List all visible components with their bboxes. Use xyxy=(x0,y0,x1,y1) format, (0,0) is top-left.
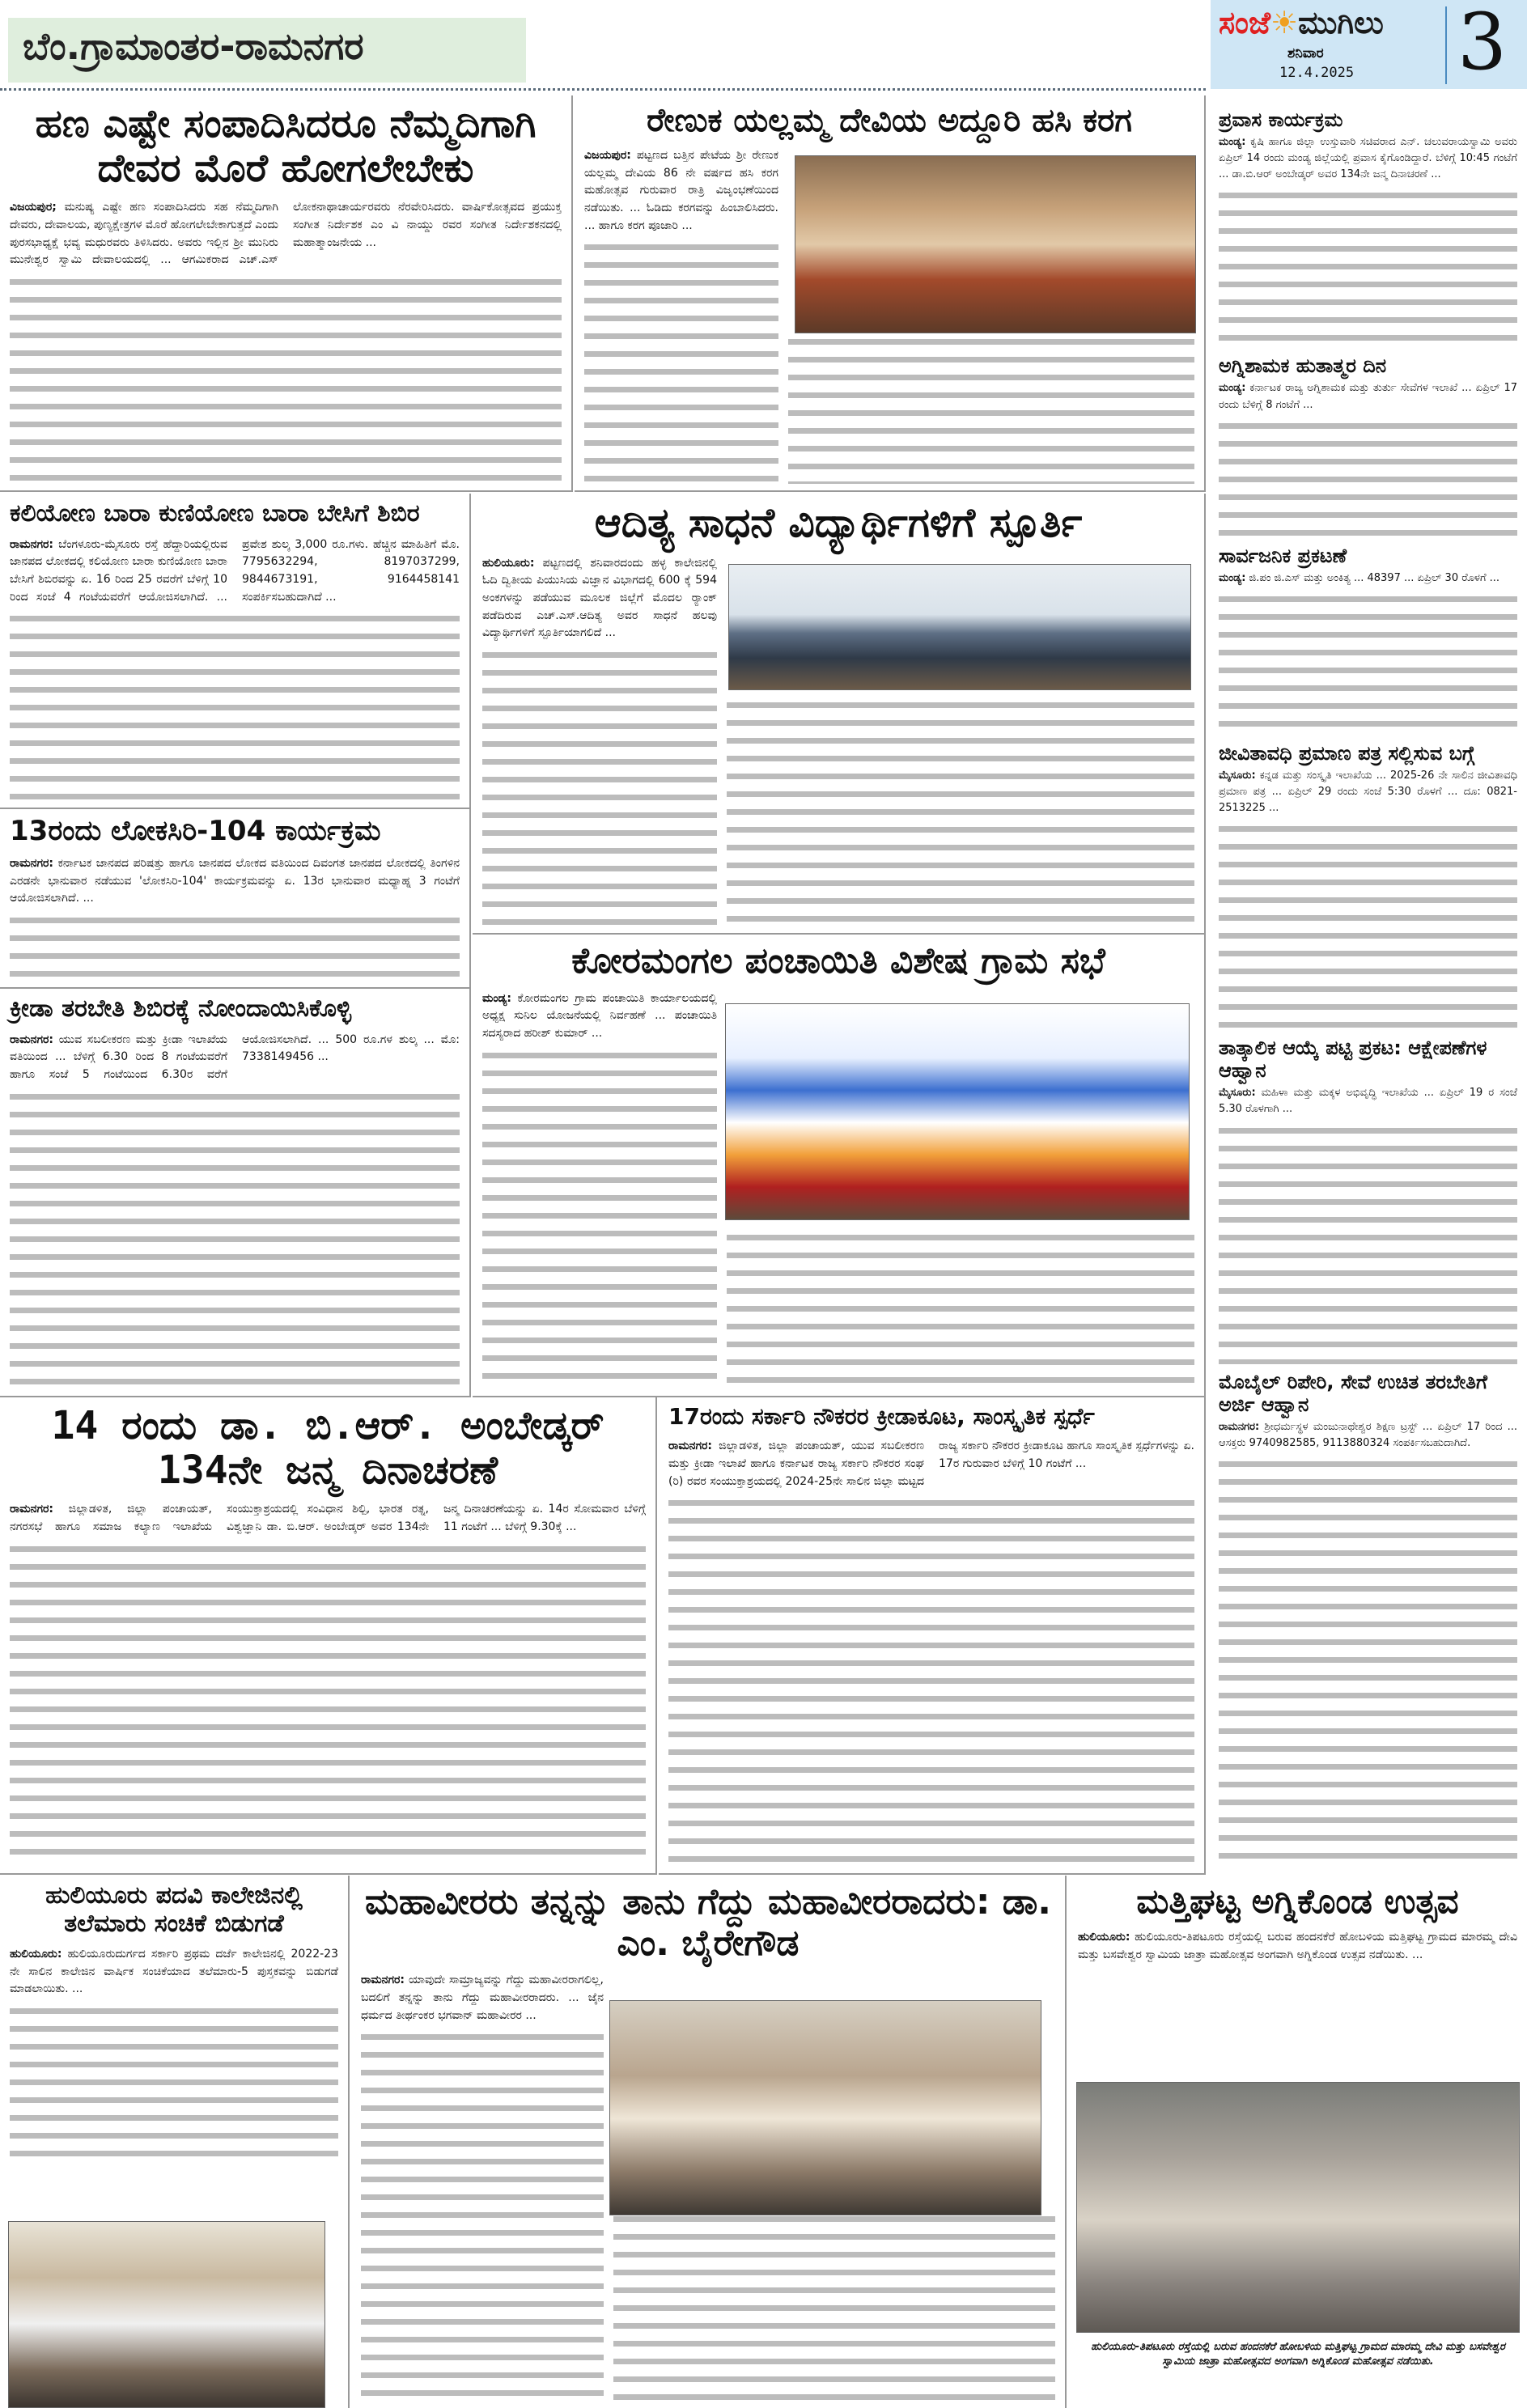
headline: ಕಲಿಯೋಣ ಬಾರಾ ಕುಣಿಯೋಣ ಬಾರಾ ಬೇಸಿಗೆ ಶಿಬಿರ xyxy=(10,499,420,528)
text-filler xyxy=(10,911,460,981)
newspaper-logo: ಸಂಜೆ☀ಮುಗಿಲು xyxy=(1219,5,1384,40)
photo-mahaveer-event xyxy=(609,2000,1041,2215)
photo-aditya-felicitation xyxy=(728,564,1191,690)
brief-body: ಕನ್ನಡ ಮತ್ತು ಸಂಸ್ಕೃತಿ ಇಲಾಖೆಯ ... 2025-26 ನೇ ಸಾಲಿನ ಜೀವಿತಾವಧಿ ಪ್ರಮಾಣ ಪತ್ರ ... ಏಪ್ರಿಲ್ 29 ರಂದು ಸಂಜೆ 5:30 ರೊಳಗೆ ... ದೂ: 0821-2513225 ... xyxy=(1219,769,1517,815)
dateline: ಮೈಸೂರು: xyxy=(1219,769,1256,782)
headline: 14 ರಂದು ಡಾ. ಬಿ.ಆರ್. ಅಂಬೇಡ್ಕರ್ 134ನೇ ಜನ್ಮ ದಿನಾಚರಣೆ xyxy=(51,1403,604,1494)
text-filler xyxy=(10,609,460,801)
headline: ಕೋರಮಂಗಲ ಪಂಚಾಯಿತಿ ವಿಶೇಷ ಗ್ರಾಮ ಸಭೆ xyxy=(571,940,1105,981)
article-body: ಹುಲಿಯೂರು-ತಿಪಟೂರು ರಸ್ತೆಯಲ್ಲಿ ಬರುವ ಹಂದನಕೆರೆ ಹೋಬಳಿಯ ಮತ್ತಿಘಟ್ಟ ಗ್ರಾಮದ ಮಾರಮ್ಮ ದೇವಿ ಮತ್ತು ಬಸವೇಶ್ವರ ಸ್ವಾಮಿಯ ಜಾತ್ರಾ ಮಹೋತ್ಸವ ಅಂಗವಾಗಿ ಅಗ್ನಿಕೊಂಡ ಉತ್ಸವ ನಡೆಯಿತು. ... xyxy=(1078,1931,1517,1961)
text-filler xyxy=(10,273,562,484)
sidebar-briefs xyxy=(1209,95,1527,1874)
dateline: ರಾಮನಗರ: xyxy=(10,537,54,551)
brief-body: ಕೃಷಿ ಹಾಗೂ ಜಿಲ್ಲಾ ಉಸ್ತುವಾರಿ ಸಚಿವರಾದ ಎನ್. ಚಲುವರಾಯಸ್ವಾಮಿ ಅವರು ಏಪ್ರಿಲ್ 14 ರಂದು ಮಂಡ್ಯ ಜಿಲ್ಲೆಯಲ್ಲಿ ಪ್ರವಾಸ ಕೈಗೊಂಡಿದ್ದಾರೆ. ಬೆಳಿಗ್ಗೆ 10:45 ಗಂಟೆಗೆ ... ಡಾ.ಬಿ.ಆರ್ ಅಂಬೇಡ್ಕರ್ ಅವರ 134ನೇ ಜನ್ಮ ದಿನಾಚರಣೆ ... xyxy=(1219,136,1517,181)
headline: 13ರಂದು ಲೋಕಸಿರಿ-104 ಕಾರ್ಯಕ್ರಮ xyxy=(10,815,381,847)
article-summer-camp xyxy=(0,494,471,809)
text-filler xyxy=(482,646,717,926)
issue-date: 12.4.2025 xyxy=(1279,65,1355,81)
brief-title: ಸಾರ್ವಜನಿಕ ಪ್ರಕಟಣೆ xyxy=(1219,544,1347,567)
text-filler xyxy=(613,2210,1055,2402)
article-lokasiri xyxy=(0,809,471,989)
text-filler xyxy=(10,1540,646,1867)
headline: ಆದಿತ್ಯ ಸಾಧನೆ ವಿದ್ಯಾರ್ಥಿಗಳಿಗೆ ಸ್ಪೂರ್ತಿ xyxy=(594,499,1083,546)
text-filler xyxy=(668,1494,1194,1867)
headline: ಮತ್ತಿಘಟ್ಟ ಅಗ್ನಿಕೊಂಡ ಉತ್ಸವ xyxy=(1136,1881,1459,1921)
text-filler xyxy=(1219,417,1517,538)
article-body: ಜಿಲ್ಲಾಡಳಿತ, ಜಿಲ್ಲಾ ಪಂಚಾಯತ್, ಯುವ ಸಬಲೀಕರಣ ಮತ್ತು ಕ್ರೀಡಾ ಇಲಾಖೆ ಹಾಗೂ ಕರ್ನಾಟಕ ರಾಜ್ಯ ಸರ್ಕಾರಿ ನೌಕರರ ಸಂಘ (ರಿ) ರವರ ಸಂಯುಕ್ತಾಶ್ರಯದಲ್ಲಿ 2024-25ನೇ ಸಾಲಿನ ಜಿಲ್ಲಾ ಮಟ್ಟದ ರಾಜ್ಯ ಸರ್ಕಾರಿ ನೌಕರರ ಕ್ರೀಡಾಕೂಟ ಹಾಗೂ ಸಾಂಸ್ಕೃತಿಕ ಸ್ಪರ್ಧೆಗಳನ್ನು ಏ. 17ರ ಗುರುವಾರ ಬೆಳಿಗ್ಗೆ 10 ಗಂಟೆಗೆ ... xyxy=(668,1439,1194,1488)
headline: 17ರಂದು ಸರ್ಕಾರಿ ನೌಕರರ ಕ್ರೀಡಾಕೂಟ, ಸಾಂಸ್ಕೃತಿಕ ಸ್ಪರ್ಧೆ xyxy=(668,1403,1095,1430)
photo-gram-sabha xyxy=(725,1003,1190,1220)
headline: ಹುಲಿಯೂರು ಪದವಿ ಕಾಲೇಜಿನಲ್ಲಿ ತಲೆಮಾರು ಸಂಚಿಕೆ ಬಿಡುಗಡೆ xyxy=(45,1881,303,1938)
headline: ರೇಣುಕ ಯಲ್ಲಮ್ಮ ದೇವಿಯ ಅದ್ದೂರಿ ಹಸಿ ಕರಗ xyxy=(647,102,1132,139)
dateline: ರಾಮನಗರ: xyxy=(668,1439,713,1453)
text-filler xyxy=(1219,820,1517,1030)
text-filler xyxy=(10,2002,338,2164)
text-filler xyxy=(482,1046,717,1389)
text-filler xyxy=(788,333,1194,484)
text-filler xyxy=(1219,1455,1517,1867)
divider xyxy=(1445,6,1447,84)
dateline: ಹುಲಿಯೂರು: xyxy=(482,556,535,570)
brief-title: ಪ್ರವಾಸ ಕಾರ್ಯಕ್ರಮ xyxy=(1219,108,1343,131)
dateline: ರಾಮನಗರ: xyxy=(10,1032,54,1046)
article-employees-sports-meet xyxy=(659,1397,1206,1875)
brief-title: ತಾತ್ಕಾಲಿಕ ಆಯ್ಕೆ ಪಟ್ಟಿ ಪ್ರಕಟ: ಆಕ್ಷೇಪಣೆಗಳ ಆಹ್ವಾನ xyxy=(1219,1037,1487,1083)
masthead xyxy=(1211,0,1527,89)
text-filler xyxy=(361,2028,604,2402)
article-mattighatta-fire-walk xyxy=(1068,1876,1527,2078)
headline: ಕ್ರೀಡಾ ತರಬೇತಿ ಶಿಬಿರಕ್ಕೆ ನೋಂದಾಯಿಸಿಕೊಳ್ಳಿ xyxy=(10,994,352,1023)
page-number: 3 xyxy=(1457,0,1508,87)
article-body: ಪಟ್ಟಣದ ಬತ್ತಿನ ಪೇಟೆಯ ಶ್ರೀ ರೇಣುಕ ಯಲ್ಲಮ್ಮ ದೇವಿಯ 86 ನೇ ವರ್ಷದ ಹಸಿ ಕರಗ ಮಹೋತ್ಸವ ಗುರುವಾರ ರಾತ್ರಿ ವಿಜೃಂಭಣೆಯಿಂದ ನಡೆಯಿತು. ... ಓಡಿದು ಕರಗವನ್ನು ಹಿಂಬಾಲಿಸಿದರು. ... ಹಾಗೂ ಕರಗ ಪೂಜಾರಿ ... xyxy=(584,149,779,232)
photo-book-release xyxy=(8,2221,325,2408)
article-temple-anniversary xyxy=(0,95,573,492)
article-body: ಕೋರಮಂಗಲ ಗ್ರಾಮ ಪಂಚಾಯಿತಿ ಕಾರ್ಯಾಲಯದಲ್ಲಿ ಅಧ್ಯಕ್ಷ ಸುನಿಲ ಯೋಜನೆಯಲ್ಲಿ ನಿರ್ವಹಣೆ ... ಪಂಚಾಯಿತಿ ಸದಸ್ಯರಾದ ಹರೀಶ್ ಕುಮಾರ್ ... xyxy=(482,991,717,1040)
dateline: ರಾಮನಗರ: xyxy=(1219,1420,1260,1433)
dateline: ಮಂಡ್ಯ: xyxy=(482,991,511,1005)
dateline: ಮಂಡ್ಯ: xyxy=(1219,382,1246,395)
text-filler xyxy=(727,1228,1194,1389)
section-title: ಬೆಂ.ಗ್ರಾಮಾಂತರ-ರಾಮನಗರ xyxy=(8,18,526,83)
text-filler xyxy=(1219,186,1517,348)
article-body: ಮನುಷ್ಯ ಎಷ್ಟೇ ಹಣ ಸಂಪಾದಿಸಿದರು ಸಹ ನೆಮ್ಮದಿಗಾಗಿ ದೇವರು, ದೇವಾಲಯ, ಪುಣ್ಯಕ್ಷೇತ್ರಗಳ ಮೊರೆ ಹೋಗಲೇಬೇಕಾಗುತ್ತದೆ ಎಂದು ಪುರಸಭಾಧ್ಯಕ್ಷೆ ಭವ್ಯ ಮಧುರವರು ತಿಳಿಸಿದರು. ಅವರು ಇಲ್ಲಿನ ಶ್ರೀ ಮುನಿರು ಮುನೇಶ್ವರ ಸ್ವಾಮಿ ದೇವಾಲಯದಲ್ಲಿ ... ಆಗಮಿಕರಾದ ಎಚ್.ಎಸ್ ಲೋಕನಾಥಾಚಾರ್ಯರವರು ನೆರವೇರಿಸಿದರು. ವಾರ್ಷಿಕೋತ್ಸವದ ಪ್ರಯುಕ್ತ ಸಂಗೀತ ನಿರ್ದೇಶಕ ಎಂ ವಿ ನಾಯ್ಡು ರವರ ಸಂಗೀತ ನಿರ್ದೇಶಕನದಲ್ಲಿ ಮಹಾತ್ಮಾಂಜನೇಯ ... xyxy=(10,201,562,267)
article-body: ಕರ್ನಾಟಕ ಜಾನಪದ ಪರಿಷತ್ತು ಹಾಗೂ ಜಾನಪದ ಲೋಕದ ವತಿಯಿಂದ ದಿವಂಗತ ಜಾನಪದ ಲೋಕದಲ್ಲಿ ತಿಂಗಳಿನ ಎರಡನೇ ಭಾನುವಾರ ನಡೆಯುವ 'ಲೋಕಸಿರಿ-104' ಕಾರ್ಯಕ್ರಮವನ್ನು ಏ. 13ರ ಭಾನುವಾರ ಮಧ್ಯಾಹ್ನ 3 ಗಂಟೆಗೆ ಆಯೋಜಿಸಲಾಗಿದೆ. ... xyxy=(10,857,460,905)
issue-day: ಶನಿವಾರ xyxy=(1287,45,1324,61)
article-ambedkar-jayanti xyxy=(0,1397,657,1875)
dateline: ಮೈಸೂರು: xyxy=(1219,1087,1256,1100)
article-body: ಯಾವುದೇ ಸಾಮ್ರಾಜ್ಯವನ್ನು ಗೆದ್ದು ಮಹಾವೀರರಾಗಲಿಲ್ಲ, ಬದಲಿಗೆ ತನ್ನನ್ನು ತಾನು ಗೆದ್ದು ಮಹಾವೀರರಾದರು. ... ಜೈನ ಧರ್ಮದ ತೀರ್ಥಂಕರ ಭಗವಾನ್ ಮಹಾವೀರರ ... xyxy=(361,1973,604,2022)
brief-body: ಮಹಿಳಾ ಮತ್ತು ಮಕ್ಕಳ ಅಭಿವೃದ್ಧಿ ಇಲಾಖೆಯ ... ಏಪ್ರಿಲ್ 19 ರ ಸಂಜೆ 5.30 ರೊಳಗಾಗಿ ... xyxy=(1219,1087,1517,1116)
photo-caption: ಹುಲಿಯೂರು-ತಿಪಟೂರು ರಸ್ತೆಯಲ್ಲಿ ಬರುವ ಹಂದನಕೆರೆ ಹೋಬಳಿಯ ಮತ್ತಿಘಟ್ಟ ಗ್ರಾಮದ ಮಾರಮ್ಮ ದೇವಿ ಮತ್ತು ಬಸವೇಶ್ವರ ಸ್ವಾಮಿಯ ಜಾತ್ರಾ ಮಹೋತ್ಸವದ ಅಂಗವಾಗಿ ಅಗ್ನಿಕೊಂಡ ಮಹೋತ್ಸವ ನಡೆಯಿತು. xyxy=(1076,2340,1520,2369)
photo-karaga-procession xyxy=(795,155,1196,333)
article-body: ಯುವ ಸಬಲೀಕರಣ ಮತ್ತು ಕ್ರೀಡಾ ಇಲಾಖೆಯ ವತಿಯಿಂದ ... ಬೆಳಿಗ್ಗೆ 6.30 ರಿಂದ 8 ಗಂಟೆಯವರೆಗೆ ಹಾಗೂ ಸಂಜೆ 5 ಗಂಟೆಯಿಂದ 6.30ರ ವರೆಗೆ ಆಯೋಜಿಸಲಾಗಿದೆ. ... 500 ರೂ.ಗಳ ಶುಲ್ಕ ... ಮೊ: 7338149456 ... xyxy=(10,1032,460,1081)
text-filler xyxy=(727,696,1194,927)
article-body: ಬೆಂಗಳೂರು-ಮೈಸೂರು ರಸ್ತೆ ಹೆದ್ದಾರಿಯಲ್ಲಿರುವ ಜಾನಪದ ಲೋಕದಲ್ಲಿ ಕಲಿಯೋಣ ಬಾರಾ ಕುಣಿಯೋಣ ಬಾರಾ ಬೇಸಿಗೆ ಶಿಬಿರವನ್ನು ಏ. 16 ರಿಂದ 25 ರವರೆಗೆ ಬೆಳಿಗ್ಗೆ 10 ರಿಂದ ಸಂಜೆ 4 ಗಂಟೆಯವರೆಗೆ ಆಯೋಜಿಸಲಾಗಿದೆ. ... ಪ್ರವೇಶ ಶುಲ್ಕ 3,000 ರೂ.ಗಳು. ಹೆಚ್ಚಿನ ಮಾಹಿತಿಗೆ ಮೊ. 7795632294, 8197037299, 9844673191, 9164458141 ಸಂಪರ್ಕಿಸಬಹುದಾಗಿದೆ ... xyxy=(10,537,460,604)
text-filler xyxy=(10,1087,460,1389)
dateline: ರಾಮನಗರ: xyxy=(10,1503,54,1516)
dateline: ಮಂಡ್ಯ: xyxy=(1219,136,1246,148)
dateline: ರಾಮನಗರ: xyxy=(361,1973,405,1987)
article-body: ಪಟ್ಟಣದಲ್ಲಿ ಶನಿವಾರದಂದು ಹಳ್ಳ ಕಾಲೇಜಿನಲ್ಲಿ ಓದಿ ದ್ವಿತೀಯ ಪಿಯುಸಿಯ ವಿಜ್ಞಾನ ವಿಭಾಗದಲ್ಲಿ 600 ಕ್ಕೆ 594 ಅಂಕಗಳನ್ನು ಪಡೆಯುವ ಮೂಲಕ ಜಿಲ್ಲೆಗೆ ಮೊದಲ ರ‍್ಯಾಂಕ್ ಪಡೆದಿರುವ ಎಚ್.ಎಸ್.ಆದಿತ್ಯ ಅವರ ಸಾಧನೆ ಹಲವು ವಿದ್ಯಾರ್ಥಿಗಳಿಗೆ ಸ್ಪೂರ್ತಿಯಾಗಲಿದೆ ... xyxy=(482,556,718,640)
dateline: ರಾಮನಗರ: xyxy=(10,857,54,871)
dateline: ಹುಲಿಯೂರು: xyxy=(1078,1931,1130,1944)
photo-fire-walk xyxy=(1076,2082,1520,2333)
article-sports-camp xyxy=(0,989,471,1397)
headline: ಮಹಾವೀರರು ತನ್ನನ್ನು ತಾನು ಗೆದ್ದು ಮಹಾವೀರರಾದರು: ಡಾ. ಎಂ. ಬೈರೇಗೌಡ xyxy=(364,1881,1052,1964)
brief-body: ಕರ್ನಾಟಕ ರಾಜ್ಯ ಅಗ್ನಿಶಾಮಕ ಮತ್ತು ತುರ್ತು ಸೇವೆಗಳ ಇಲಾಖೆ ... ಏಪ್ರಿಲ್ 17 ರಂದು ಬೆಳಿಗ್ಗೆ 8 ಗಂಟೆಗೆ ... xyxy=(1219,382,1517,411)
article-body: ಹುಲಿಯೂರುದುರ್ಗದ ಸರ್ಕಾರಿ ಪ್ರಥಮ ದರ್ಜೆ ಕಾಲೇಜಿನಲ್ಲಿ 2022-23 ನೇ ಸಾಲಿನ ಕಾಲೇಜಿನ ವಾರ್ಷಿಕ ಸಂಚಿಕೆಯಾದ ತಲೆಮಾರು-5 ಪುಸ್ತಕವನ್ನು ಬಿಡುಗಡೆ ಮಾಡಲಾಯಿತು. ... xyxy=(10,1948,339,1996)
article-aditya-achievement xyxy=(473,494,1206,935)
brief-title: ಮೊಬೈಲ್ ರಿಪೇರಿ, ಸೇವೆ ಉಚಿತ ತರಬೇತಿಗೆ ಅರ್ಜಿ ಆಹ್ವಾನ xyxy=(1219,1370,1487,1416)
brief-title: ಜೀವಿತಾವಧಿ ಪ್ರಮಾಣ ಪತ್ರ ಸಲ್ಲಿಸುವ ಬಗ್ಗೆ xyxy=(1219,741,1475,765)
dateline: ಹುಲಿಯೂರು: xyxy=(10,1948,62,1961)
brief-body: ಜಿ.ಪಂ ಜಿ.ಎಸ್ ಮತ್ತು ಅಂಕಿತ್ಯ ... 48397 ... ಏಪ್ರಿಲ್ 30 ರೊಳಗೆ ... xyxy=(1249,571,1500,584)
article-body: ಜಿಲ್ಲಾಡಳಿತ, ಜಿಲ್ಲಾ ಪಂಚಾಯತ್, ನಗರಸಭೆ ಹಾಗೂ ಸಮಾಜ ಕಲ್ಯಾಣ ಇಲಾಖೆಯ ಸಂಯುಕ್ತಾಶ್ರಯದಲ್ಲಿ ಸಂವಿಧಾನ ಶಿಲ್ಪಿ, ಭಾರತ ರತ್ನ, ವಿಶ್ವಜ್ಞಾನಿ ಡಾ. ಬಿ.ಆರ್. ಅಂಬೇಡ್ಕರ್ ಅವರ 134ನೇ ಜನ್ಮ ದಿನಾಚರಣೆಯನ್ನು ಏ. 14ರ ಸೋಮವಾರ ಬೆಳಿಗ್ಗೆ 11 ಗಂಟೆಗೆ ... ಬೆಳಿಗ್ಗೆ 9.30ಕ್ಕೆ ... xyxy=(10,1503,646,1534)
text-filler xyxy=(1219,1121,1517,1364)
brief-title: ಅಗ್ನಿಶಾಮಕ ಹುತಾತ್ಮರ ದಿನ xyxy=(1219,354,1387,378)
brief-body: ಶ್ರೀಧರ್ಮಸ್ಥಳ ಮಂಜುನಾಥೇಶ್ವರ ಶಿಕ್ಷಣ ಟ್ರಸ್ಟ್ ... ಏಪ್ರಿಲ್ 17 ರಿಂದ ... ಆಸಕ್ತರು 9740982585, 9113880324 ಸಂಪರ್ಕಿಸಬಹುದಾಗಿದೆ. xyxy=(1219,1420,1517,1449)
dateline: ವಿಜಯಪುರ: xyxy=(584,149,631,162)
dateline: ವಿಜಯಪುರ; xyxy=(10,201,57,214)
text-filler xyxy=(584,238,778,484)
headline: ಹಣ ಎಷ್ಟೇ ಸಂಪಾದಿಸಿದರೂ ನೆಮ್ಮದಿಗಾಗಿ ದೇವರ ಮೊರೆ ಹೋಗಲೇಬೇಕು xyxy=(35,101,537,192)
text-filler xyxy=(1219,590,1517,736)
dateline: ಮಂಡ್ಯ: xyxy=(1219,571,1246,584)
